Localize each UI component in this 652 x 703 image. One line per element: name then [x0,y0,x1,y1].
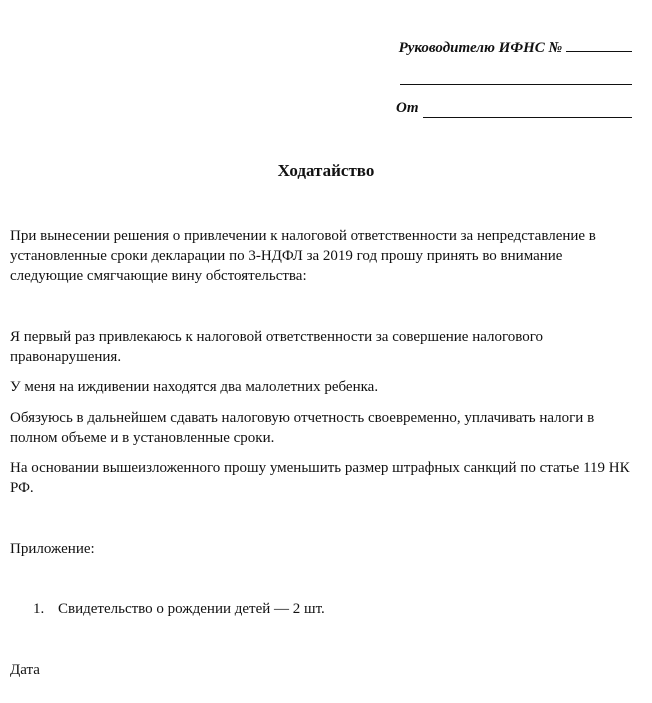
ifns-number-blank [566,51,632,52]
attachment-number: 1. [33,601,45,617]
addressee-block [372,38,632,58]
addressee-label: Руководителю ИФНС № [398,40,563,56]
intro-paragraph: При вынесении решения о привлечении к налоговой ответственности за непредставление в установленные сроки декларации по 3-НДФЛ за 2019 год прошу принять во внимание следующие смягчающие вину обстоятельства: [10,228,596,284]
from-line [396,98,632,118]
document-title: Ходатайство [277,161,375,180]
attachment-item [33,599,325,619]
circumstance-commitment: Обязуюсь в дальнейшем сдавать налоговую отчетность своевременно, уплачивать налоги в полном объеме и в установленные сроки. [10,410,595,446]
addressee-blank-line [400,84,632,85]
attachment-text: Свидетельство о рождении детей — 2 шт. [58,601,325,617]
attachments-label: Приложение: [10,541,95,557]
date-label: Дата [10,662,40,678]
circumstance-dependents: У меня на иждивении находятся два малолетних ребенка. [10,379,379,395]
from-label: От [396,100,419,116]
circumstance-first-offense: Я первый раз привлекаюсь к налоговой ответственности за совершение налогового правонарушения. [10,329,544,365]
request-paragraph: На основании вышеизложенного прошу уменьшить размер штрафных санкций по статье 119 НК РФ. [10,460,630,496]
from-blank [423,102,633,118]
